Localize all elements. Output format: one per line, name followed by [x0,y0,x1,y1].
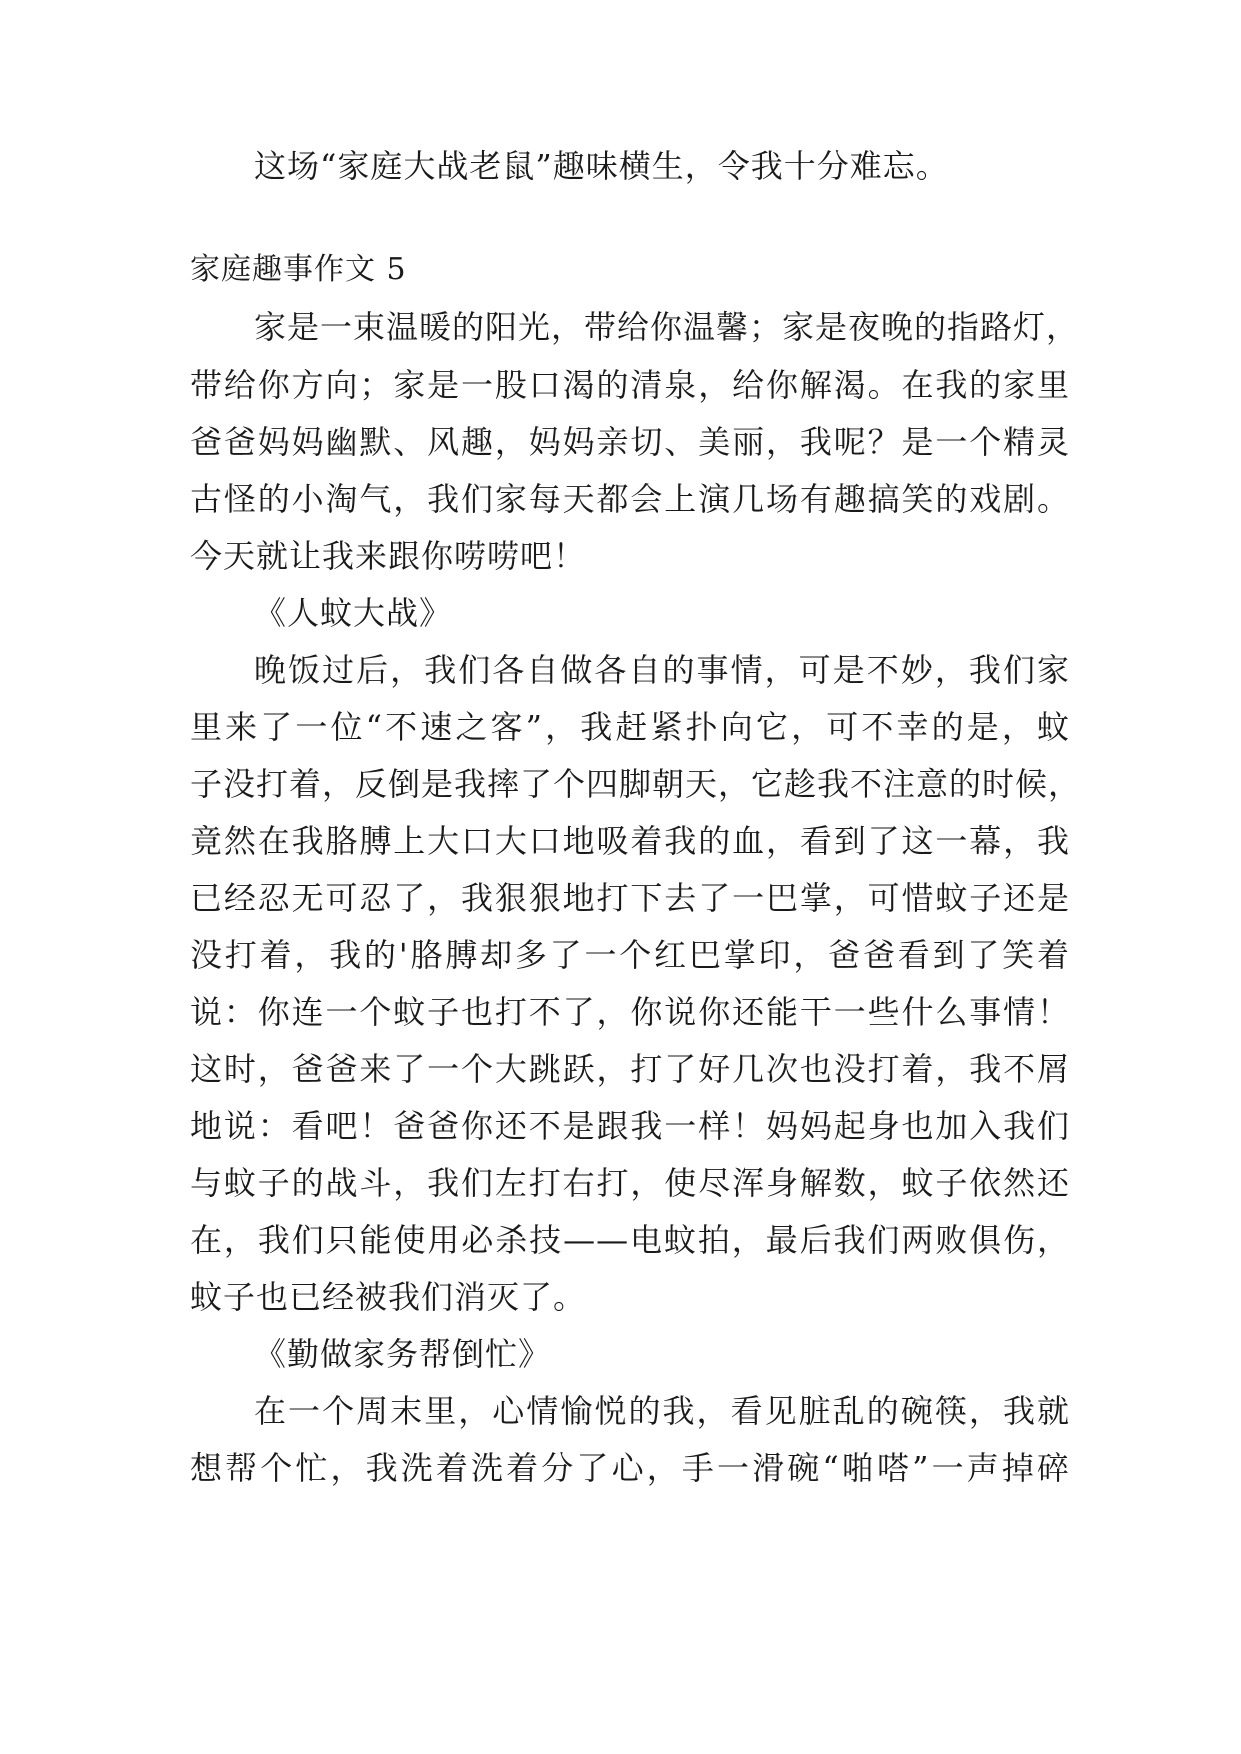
paragraph-2-line: 这时，爸爸来了一个大跳跃，打了好几次也没打着，我不屑 [190,1050,1070,1088]
paragraph-2-line: 在，我们只能使用必杀技——电蚊拍，最后我们两败俱伤， [190,1221,1070,1259]
paragraph-2-line: 蚊子也已经被我们消灭了。 [190,1278,587,1316]
essay-title: 家庭趣事作文 5 [190,252,407,287]
paragraph-2-line: 说：你连一个蚊子也打不了，你说你还能干一些什么事情！ [190,993,1070,1031]
paragraph-1-line: 今天就让我来跟你唠唠吧！ [190,537,587,575]
paragraph-2-line: 地说：看吧！爸爸你还不是跟我一样！妈妈起身也加入我们 [190,1107,1070,1145]
paragraph-2-line: 晚饭过后，我们各自做各自的事情，可是不妙，我们家 [254,651,1070,689]
paragraph-2-line: 与蚊子的战斗，我们左打右打，使尽浑身解数，蚊子依然还 [190,1164,1070,1202]
paragraph-2-line: 子没打着，反倒是我摔了个四脚朝天，它趁我不注意的时候， [190,765,1082,803]
intro-line: 这场“家庭大战老鼠”趣味横生，令我十分难忘。 [254,147,949,185]
paragraph-1-line: 家是一束温暖的阳光，带给你温馨；家是夜晚的指路灯， [254,308,1080,346]
paragraph-1-line: 爸爸妈妈幽默、风趣，妈妈亲切、美丽，我呢？是一个精灵 [190,423,1070,461]
paragraph-3-line: 想帮个忙，我洗着洗着分了心，手一滑碗“啪嗒”一声掉碎 [190,1449,1070,1487]
paragraph-2-line: 竟然在我胳膊上大口大口地吸着我的血，看到了这一幕，我 [190,822,1070,860]
subtitle-mosquito-battle: 《人蚊大战》 [254,594,453,632]
paragraph-2-line: 没打着，我的'胳膊却多了一个红巴掌印，爸爸看到了笑着 [190,936,1070,974]
subtitle-housework: 《勤做家务帮倒忙》 [254,1335,552,1373]
paragraph-1-line: 带给你方向；家是一股口渴的清泉，给你解渴。在我的家里 [190,366,1070,404]
paragraph-1-line: 古怪的小淘气，我们家每天都会上演几场有趣搞笑的戏剧。 [190,480,1070,518]
paragraph-3-line: 在一个周末里，心情愉悦的我，看见脏乱的碗筷，我就 [254,1392,1070,1430]
paragraph-2-line: 已经忍无可忍了，我狠狠地打下去了一巴掌，可惜蚊子还是 [190,879,1070,917]
paragraph-2-line: 里来了一位“不速之客”，我赶紧扑向它，可不幸的是，蚊 [190,708,1070,746]
